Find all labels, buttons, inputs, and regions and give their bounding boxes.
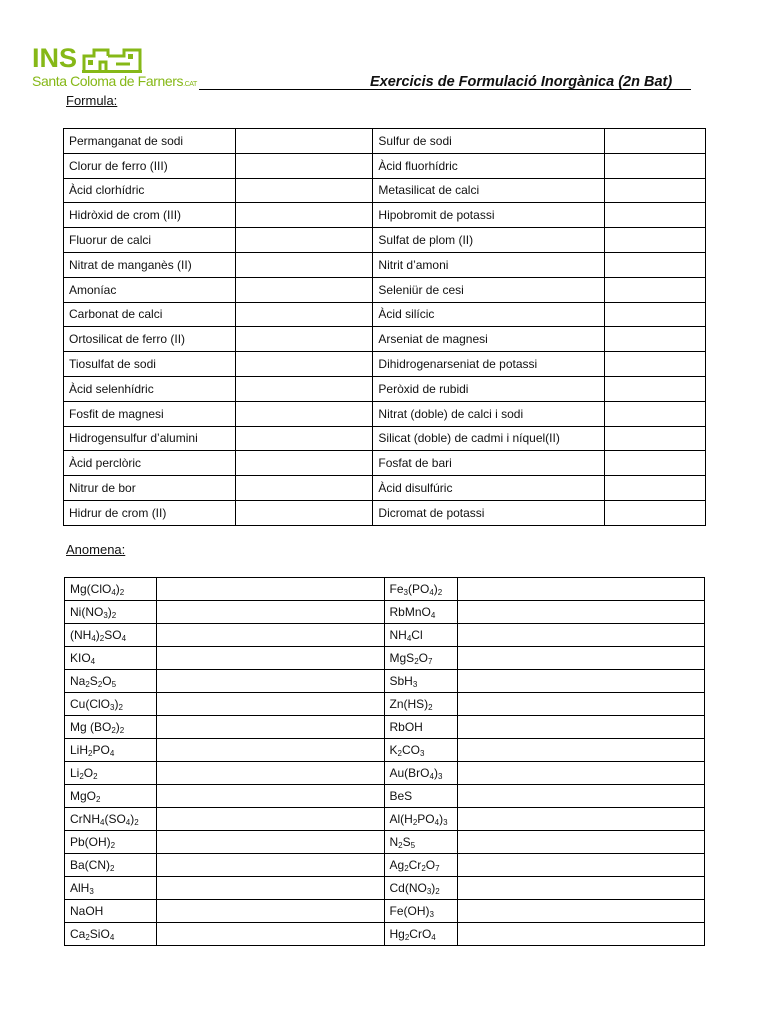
formula-name-cell: Àcid perclòric bbox=[64, 451, 236, 476]
anomena-name-cell: $Ag_2Cr_2O_7$ bbox=[384, 854, 458, 877]
answer-cell[interactable] bbox=[605, 327, 706, 352]
table-row bbox=[64, 228, 706, 253]
anomena-name-cell: AlH$_3$ bbox=[65, 877, 157, 900]
table-row bbox=[65, 647, 705, 670]
building-logo-icon bbox=[80, 46, 170, 74]
answer-cell[interactable] bbox=[156, 670, 384, 693]
formula-name-cell: Fosfat de bari bbox=[373, 451, 605, 476]
answer-cell[interactable] bbox=[458, 923, 705, 946]
answer-cell[interactable] bbox=[156, 900, 384, 923]
formula-table bbox=[63, 128, 706, 526]
formula-name-cell: Fluorur de calci bbox=[64, 228, 236, 253]
table-row bbox=[65, 854, 705, 877]
answer-cell[interactable] bbox=[458, 716, 705, 739]
table-row bbox=[64, 327, 706, 352]
answer-cell[interactable] bbox=[235, 451, 373, 476]
anomena-name-cell: NaOH bbox=[65, 900, 157, 923]
answer-cell[interactable] bbox=[156, 647, 384, 670]
answer-cell[interactable] bbox=[605, 500, 706, 525]
answer-cell[interactable] bbox=[605, 228, 706, 253]
formula-name-cell: Ortosilicat de ferro (II) bbox=[64, 327, 236, 352]
answer-cell[interactable] bbox=[458, 693, 705, 716]
answer-cell[interactable] bbox=[235, 203, 373, 228]
anomena-name-cell: $Fe(OH)_3$ bbox=[384, 900, 458, 923]
formula-name-cell: Nitrat de manganès (II) bbox=[64, 252, 236, 277]
anomena-name-cell: $Cu(ClO_3)_2$ bbox=[65, 693, 157, 716]
answer-cell[interactable] bbox=[458, 578, 705, 601]
formula-name-cell: Hidrur de crom (II) bbox=[64, 500, 236, 525]
logo-ins-text: INS bbox=[32, 43, 78, 73]
answer-cell[interactable] bbox=[235, 476, 373, 501]
answer-cell[interactable] bbox=[156, 601, 384, 624]
table-row bbox=[64, 352, 706, 377]
answer-cell[interactable] bbox=[156, 693, 384, 716]
anomena-name-cell: $Au(BrO_4)_3$ bbox=[384, 762, 458, 785]
answer-cell[interactable] bbox=[156, 923, 384, 946]
answer-cell[interactable] bbox=[235, 302, 373, 327]
anomena-name-cell: $(NH_4)_2SO_4$ bbox=[65, 624, 157, 647]
table-row bbox=[65, 900, 705, 923]
answer-cell[interactable] bbox=[605, 426, 706, 451]
formula-name-cell: Dicromat de potassi bbox=[373, 500, 605, 525]
table-row bbox=[65, 785, 705, 808]
formula-name-cell: Àcid selenhídric bbox=[64, 376, 236, 401]
formula-name-cell: Nitrat (doble) de calci i sodi bbox=[373, 401, 605, 426]
anomena-name-cell: $NH_4Cl$ bbox=[384, 624, 458, 647]
answer-cell[interactable] bbox=[605, 252, 706, 277]
school-logo bbox=[30, 44, 200, 94]
answer-cell[interactable] bbox=[458, 900, 705, 923]
table-row bbox=[65, 808, 705, 831]
table-row bbox=[64, 401, 706, 426]
table-row bbox=[64, 302, 706, 327]
formula-name-cell: Dihidrogenarseniat de potassi bbox=[373, 352, 605, 377]
table-row bbox=[64, 451, 706, 476]
answer-cell[interactable] bbox=[235, 376, 373, 401]
table-row bbox=[65, 923, 705, 946]
table-row bbox=[64, 153, 706, 178]
table-row bbox=[65, 877, 705, 900]
anomena-name-cell: $Zn(HS)_2$ bbox=[384, 693, 458, 716]
table-row bbox=[65, 762, 705, 785]
table-row bbox=[64, 252, 706, 277]
answer-cell[interactable] bbox=[156, 808, 384, 831]
anomena-name-cell: $K_2CO_3$ bbox=[384, 739, 458, 762]
anomena-name-cell: BeS bbox=[384, 785, 458, 808]
answer-cell[interactable] bbox=[235, 228, 373, 253]
answer-cell[interactable] bbox=[605, 451, 706, 476]
answer-cell[interactable] bbox=[458, 739, 705, 762]
answer-cell[interactable] bbox=[235, 352, 373, 377]
anomena-name-cell: $Fe_3(PO_4)_2$ bbox=[384, 578, 458, 601]
answer-cell[interactable] bbox=[605, 203, 706, 228]
answer-cell[interactable] bbox=[605, 401, 706, 426]
formula-name-cell: Àcid clorhídric bbox=[64, 178, 236, 203]
answer-cell[interactable] bbox=[235, 178, 373, 203]
table-row bbox=[64, 476, 706, 501]
table-row bbox=[65, 670, 705, 693]
anomena-name-cell: RbOH bbox=[384, 716, 458, 739]
table-row bbox=[64, 426, 706, 451]
formula-name-cell: Arseniat de magnesi bbox=[373, 327, 605, 352]
answer-cell[interactable] bbox=[458, 601, 705, 624]
formula-name-cell: Hidrogensulfur d’alumini bbox=[64, 426, 236, 451]
anomena-name-cell: $Li_2O_2$ bbox=[65, 762, 157, 785]
answer-cell[interactable] bbox=[458, 877, 705, 900]
table-row bbox=[65, 578, 705, 601]
answer-cell[interactable] bbox=[458, 831, 705, 854]
formula-name-cell: Seleniür de cesi bbox=[373, 277, 605, 302]
anomena-name-cell: Mg $(BO_2)_2$ bbox=[65, 716, 157, 739]
anomena-name-cell: $Cd(NO_3)_2$ bbox=[384, 877, 458, 900]
formula-name-cell: Àcid disulfúric bbox=[373, 476, 605, 501]
answer-cell[interactable] bbox=[156, 785, 384, 808]
anomena-name-cell: $CrNH_4(SO_4)_2$ bbox=[65, 808, 157, 831]
table-row bbox=[65, 716, 705, 739]
table-row bbox=[64, 203, 706, 228]
formula-name-cell: Silicat (doble) de cadmi i níquel(II) bbox=[373, 426, 605, 451]
anomena-name-cell: $LiH_2PO_4$ bbox=[65, 739, 157, 762]
page-title: Exercicis de Formulació Inorgànica (2n Bat) bbox=[370, 74, 673, 90]
formula-name-cell: Fosfit de magnesi bbox=[64, 401, 236, 426]
table-row bbox=[65, 624, 705, 647]
formula-name-cell: Peròxid de rubidi bbox=[373, 376, 605, 401]
answer-cell[interactable] bbox=[458, 785, 705, 808]
answer-cell[interactable] bbox=[458, 624, 705, 647]
anomena-name-cell: $Mg(ClO_4)_2$ bbox=[65, 578, 157, 601]
answer-cell[interactable] bbox=[605, 277, 706, 302]
logo-school-name: Santa Coloma de Farners.CAT bbox=[32, 73, 197, 89]
table-row bbox=[64, 500, 706, 525]
answer-cell[interactable] bbox=[235, 327, 373, 352]
answer-cell[interactable] bbox=[458, 647, 705, 670]
formula-name-cell: Clorur de ferro (III) bbox=[64, 153, 236, 178]
answer-cell[interactable] bbox=[235, 426, 373, 451]
anomena-name-cell: $MgS_2O_7$ bbox=[384, 647, 458, 670]
anomena-table bbox=[64, 577, 705, 946]
answer-cell[interactable] bbox=[458, 670, 705, 693]
answer-cell[interactable] bbox=[156, 739, 384, 762]
anomena-name-cell: $Al(H_2PO_4)_3$ bbox=[384, 808, 458, 831]
answer-cell[interactable] bbox=[458, 762, 705, 785]
anomena-name-cell: MgO$_2$ bbox=[65, 785, 157, 808]
anomena-name-cell: $Ni(NO_3)_2$ bbox=[65, 601, 157, 624]
answer-cell[interactable] bbox=[235, 153, 373, 178]
anomena-name-cell: $Hg_2CrO_4$ bbox=[384, 923, 458, 946]
anomena-name-cell: $Na_2S_2O_5$ bbox=[65, 670, 157, 693]
answer-cell[interactable] bbox=[235, 500, 373, 525]
anomena-name-cell: $KIO_4$ bbox=[65, 647, 157, 670]
answer-cell[interactable] bbox=[156, 624, 384, 647]
anomena-name-cell: $N_2S_5$ bbox=[384, 831, 458, 854]
formula-name-cell: Hipobromit de potassi bbox=[373, 203, 605, 228]
answer-cell[interactable] bbox=[156, 831, 384, 854]
formula-name-cell: Àcid silícic bbox=[373, 302, 605, 327]
answer-cell[interactable] bbox=[156, 854, 384, 877]
anomena-name-cell: $Ba(CN)_2$ bbox=[65, 854, 157, 877]
answer-cell[interactable] bbox=[235, 401, 373, 426]
answer-cell[interactable] bbox=[156, 762, 384, 785]
section-formula-label: Formula: bbox=[66, 93, 118, 108]
formula-name-cell: Hidròxid de crom (III) bbox=[64, 203, 236, 228]
table-row bbox=[64, 277, 706, 302]
table-row bbox=[65, 693, 705, 716]
formula-name-cell: Sulfat de plom (II) bbox=[373, 228, 605, 253]
answer-cell[interactable] bbox=[605, 153, 706, 178]
formula-name-cell: Sulfur de sodi bbox=[373, 129, 605, 154]
table-row bbox=[64, 129, 706, 154]
answer-cell[interactable] bbox=[458, 854, 705, 877]
answer-cell[interactable] bbox=[235, 277, 373, 302]
answer-cell[interactable] bbox=[156, 716, 384, 739]
answer-cell[interactable] bbox=[605, 178, 706, 203]
answer-cell[interactable] bbox=[605, 476, 706, 501]
answer-cell[interactable] bbox=[605, 302, 706, 327]
formula-name-cell: Tiosulfat de sodi bbox=[64, 352, 236, 377]
table-row bbox=[64, 376, 706, 401]
formula-name-cell: Nitrur de bor bbox=[64, 476, 236, 501]
answer-cell[interactable] bbox=[156, 877, 384, 900]
anomena-name-cell: $Pb(OH)_2$ bbox=[65, 831, 157, 854]
formula-name-cell: Àcid fluorhídric bbox=[373, 153, 605, 178]
table-row bbox=[64, 178, 706, 203]
answer-cell[interactable] bbox=[458, 808, 705, 831]
answer-cell[interactable] bbox=[235, 252, 373, 277]
table-row bbox=[65, 739, 705, 762]
formula-name-cell: Permanganat de sodi bbox=[64, 129, 236, 154]
table-row bbox=[65, 831, 705, 854]
anomena-name-cell: $Ca_2SiO_4$ bbox=[65, 923, 157, 946]
answer-cell[interactable] bbox=[605, 352, 706, 377]
formula-name-cell: Carbonat de calci bbox=[64, 302, 236, 327]
answer-cell[interactable] bbox=[605, 376, 706, 401]
answer-cell[interactable] bbox=[156, 578, 384, 601]
formula-name-cell: Nitrit d’amoni bbox=[373, 252, 605, 277]
table-row bbox=[65, 601, 705, 624]
answer-cell[interactable] bbox=[605, 129, 706, 154]
anomena-name-cell: SbH$_3$ bbox=[384, 670, 458, 693]
formula-name-cell: Metasilicat de calci bbox=[373, 178, 605, 203]
answer-cell[interactable] bbox=[235, 129, 373, 154]
anomena-name-cell: RbMnO$_4$ bbox=[384, 601, 458, 624]
formula-name-cell: Amoníac bbox=[64, 277, 236, 302]
section-anomena-label: Anomena: bbox=[66, 542, 126, 557]
